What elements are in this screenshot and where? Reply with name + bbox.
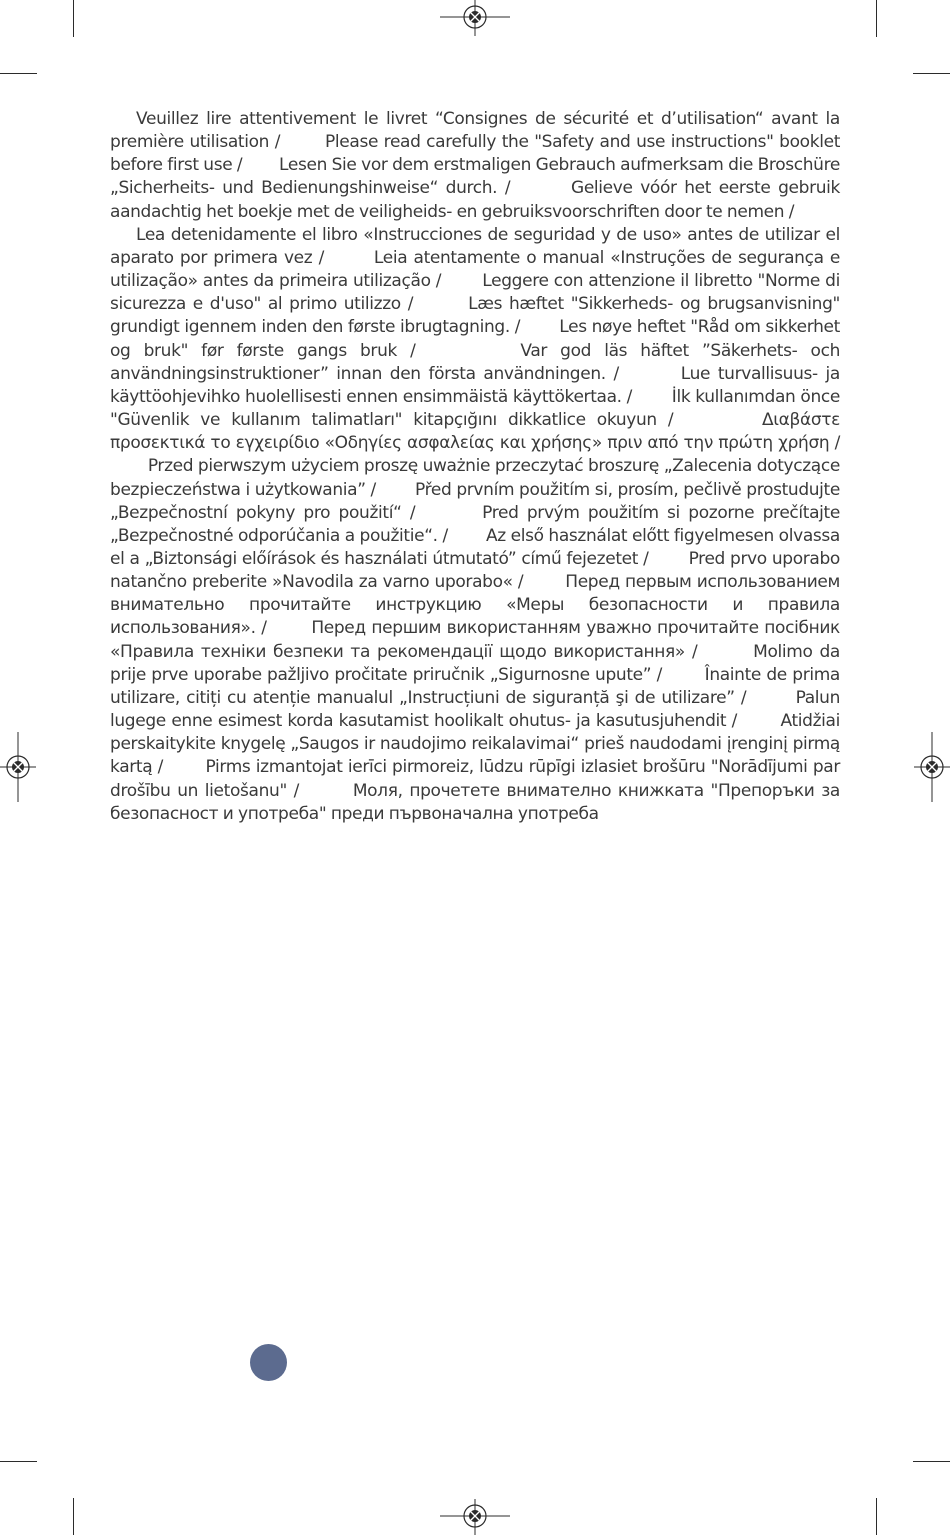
instruction-ru: Перед первым использованием внимательно прочитайте инструкцию «Меры безопасности и правила использования». / xyxy=(110,572,840,639)
instruction-da: Læs hæftet "Sikkerheds- og brugsanvisning" grundigt igennem inden den første ibrugtagning. / xyxy=(110,294,840,338)
registration-target-icon xyxy=(0,732,36,802)
instruction-pt: Leia atentamente o manual «Instruções de segurança e utilização» antes da primeira utilização / xyxy=(110,247,841,292)
instruction-es: Lea detenidamente el libro «Instrucciones de seguridad y de uso» antes de utilizar el aparato por primera vez / xyxy=(110,224,840,268)
instruction-fi: Lue turvallisuus- ja käyttöohjevihko huolellisesti ennen ensimmäistä käyttökertaa. / xyxy=(110,363,840,407)
instruction-uk: Перед першим використанням уважно прочитайте посібник «Правила техніки безпеки та рекомендації щодо використання» / xyxy=(110,618,840,662)
instruction-sl: Pred prvo uporabo natančno preberite »Navodila za varno uporabo« / xyxy=(110,548,840,593)
crop-mark-bottom-left-horizontal xyxy=(0,1461,37,1462)
instruction-lt: Atidžiai perskaitykite knygelę „Saugos ir naudojimo reikalavimai“ prieš naudodami įrenginį pirmą kartą / xyxy=(110,711,840,778)
instruction-el: Διαβάστε προσεκτικά το εγχειρίδιο «Οδηγίες ασφαλείας και χρήσης» πριν από την πρώτη χρήση / xyxy=(110,410,840,454)
instruction-de: Lesen Sie vor dem erstmaligen Gebrauch aufmerksam die Broschüre „Sicherheits- und Bedienungshinweise“ durch. / xyxy=(110,155,840,199)
crop-mark-bottom-right-vertical xyxy=(876,1498,877,1535)
paragraph-2 xyxy=(110,224,840,826)
instruction-et: Palun lugege enne esimest korda kasutamist hoolikalt ohutus- ja kasutusjuhendit / xyxy=(110,687,840,732)
crop-mark-bottom-right-horizontal xyxy=(913,1461,950,1462)
crop-mark-top-right-vertical xyxy=(876,0,877,37)
instruction-no: Les nøye heftet "Råd om sikkerhet og bruk" før første gangs bruk / xyxy=(110,317,840,361)
instruction-lv: Pirms izmantojat ierīci pirmoreiz, lūdzu rūpīgi izlasiet brošūru "Norādījumi par drošību un lietošanu" / xyxy=(110,757,840,801)
crop-mark-top-left-vertical xyxy=(73,0,74,37)
instruction-cs: Před prvním použitím si, prosím, pečlivě prostudujte „Bezpečnostní pokyny pro použití“ / xyxy=(110,479,840,523)
crop-mark-bottom-left-vertical xyxy=(73,1498,74,1535)
instruction-bg: Моля, прочетете внимателно книжката "Препоръки за безопасност и употреба" преди първоначална употреба xyxy=(110,780,840,824)
instruction-hu: Az első használat előtt figyelmesen olvassa el a „Biztonsági előírások és használati útmutató” című fejezetet / xyxy=(110,525,840,569)
page-dot xyxy=(250,1344,287,1381)
crop-mark-top-left-horizontal xyxy=(0,73,37,74)
crop-mark-top-right-horizontal xyxy=(913,73,950,74)
instruction-pl: Przed pierwszym użyciem proszę uważnie przeczytać broszurę „Zalecenia dotyczące bezpieczeństwa i użytkowania” / xyxy=(110,456,840,500)
paragraph-1 xyxy=(110,108,840,224)
instruction-it: Leggere con attenzione il libretto "Norme di sicurezza e d'uso" al primo utilizzo / xyxy=(110,271,840,315)
instruction-fr: Veuillez lire attentivement le livret “Consignes de sécurité et d’utilisation“ avant la première utilisation / xyxy=(110,109,840,153)
registration-target-icon xyxy=(914,732,950,802)
registration-target-icon xyxy=(440,0,510,36)
instruction-sv: Var god läs häftet ”Säkerhets- och användningsinstruktioner” innan den första användningen. / xyxy=(110,340,840,384)
instruction-hr: Molimo da prije prve uporabe pažljivo pročitate priručnik „Sigurnosne upute” / xyxy=(110,641,840,685)
instruction-sk: Pred prvým použitím si pozorne prečítajte „Bezpečnostné odporúčania a použitie“. / xyxy=(110,502,840,546)
instruction-tr: İlk kullanımdan önce "Güvenlik ve kullanım talimatları" kitapçığını dikkatlice okuyun / xyxy=(110,386,840,431)
instruction-en: Please read carefully the "Safety and use instructions" booklet before first use / xyxy=(110,132,841,176)
instruction-ro: Înainte de prima utilizare, citiți cu atenție manualul „Instrucțiuni de siguranță şi de utilizare” / xyxy=(110,664,840,708)
registration-target-icon xyxy=(440,1499,510,1535)
instruction-nl: Gelieve vóór het eerste gebruik aandachtig het boekje met de veiligheids- en gebruiksvoorschriften door te nemen / xyxy=(110,178,840,222)
safety-instructions-text xyxy=(110,108,840,826)
